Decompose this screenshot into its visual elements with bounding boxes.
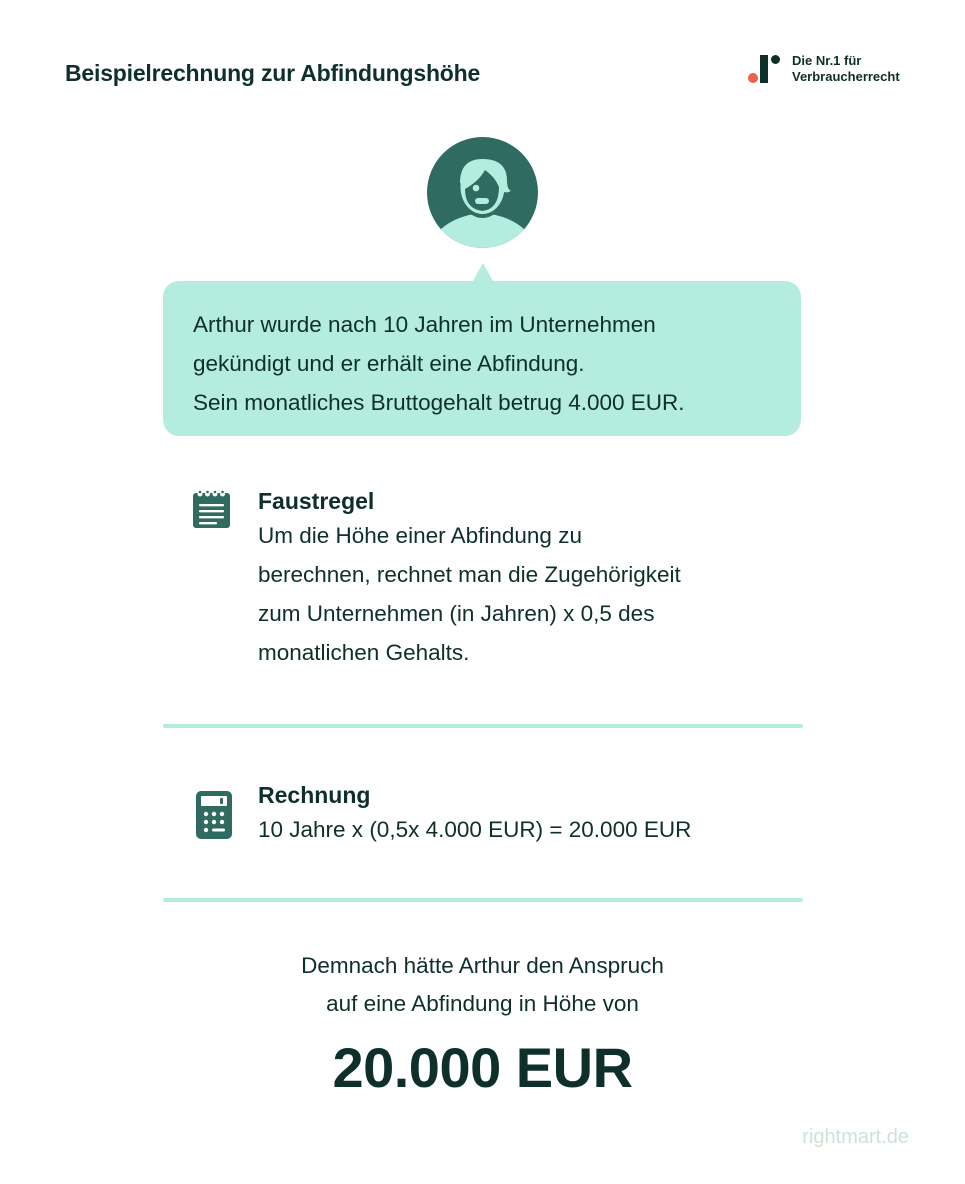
speech-bubble-pointer	[473, 263, 493, 281]
bubble-line: Arthur wurde nach 10 Jahren im Unternehmen	[193, 312, 656, 337]
logo-mark-icon	[746, 54, 782, 84]
rule-line: Um die Höhe einer Abfindung zu	[258, 523, 582, 548]
section-divider	[163, 898, 803, 902]
conclusion-line: Demnach hätte Arthur den Anspruch	[301, 953, 664, 978]
logo-line-2: Verbraucherrecht	[792, 69, 900, 84]
speech-bubble	[163, 281, 801, 436]
conclusion-text	[0, 947, 965, 1023]
rule-heading: Faustregel	[258, 488, 375, 514]
rule-line: monatlichen Gehalts.	[258, 640, 470, 665]
person-avatar-icon	[427, 137, 538, 248]
rule-line: berechnen, rechnet man die Zugehörigkeit	[258, 562, 681, 587]
rule-line: zum Unternehmen (in Jahren) x 0,5 des	[258, 601, 655, 626]
notepad-icon	[193, 490, 230, 533]
calculation-formula: 10 Jahre x (0,5x 4.000 EUR) = 20.000 EUR	[258, 817, 692, 842]
bubble-line: Sein monatliches Bruttogehalt betrug 4.000 EUR.	[193, 390, 685, 415]
bubble-line: gekündigt und er erhält eine Abfindung.	[193, 351, 585, 376]
logo-tagline	[792, 53, 900, 85]
conclusion-line: auf eine Abfindung in Höhe von	[326, 991, 639, 1016]
page-title: Beispielrechnung zur Abfindungshöhe	[65, 60, 481, 86]
calculation-section	[163, 780, 803, 860]
logo-line-1: Die Nr.1 für	[792, 53, 862, 68]
result-amount: 20.000 EUR	[332, 1036, 633, 1099]
section-divider	[163, 724, 803, 728]
calculator-icon	[196, 791, 232, 844]
rule-section	[163, 486, 803, 676]
calculation-heading: Rechnung	[258, 782, 371, 808]
brand-logo	[746, 53, 900, 85]
footer-brand: rightmart.de	[802, 1126, 909, 1148]
